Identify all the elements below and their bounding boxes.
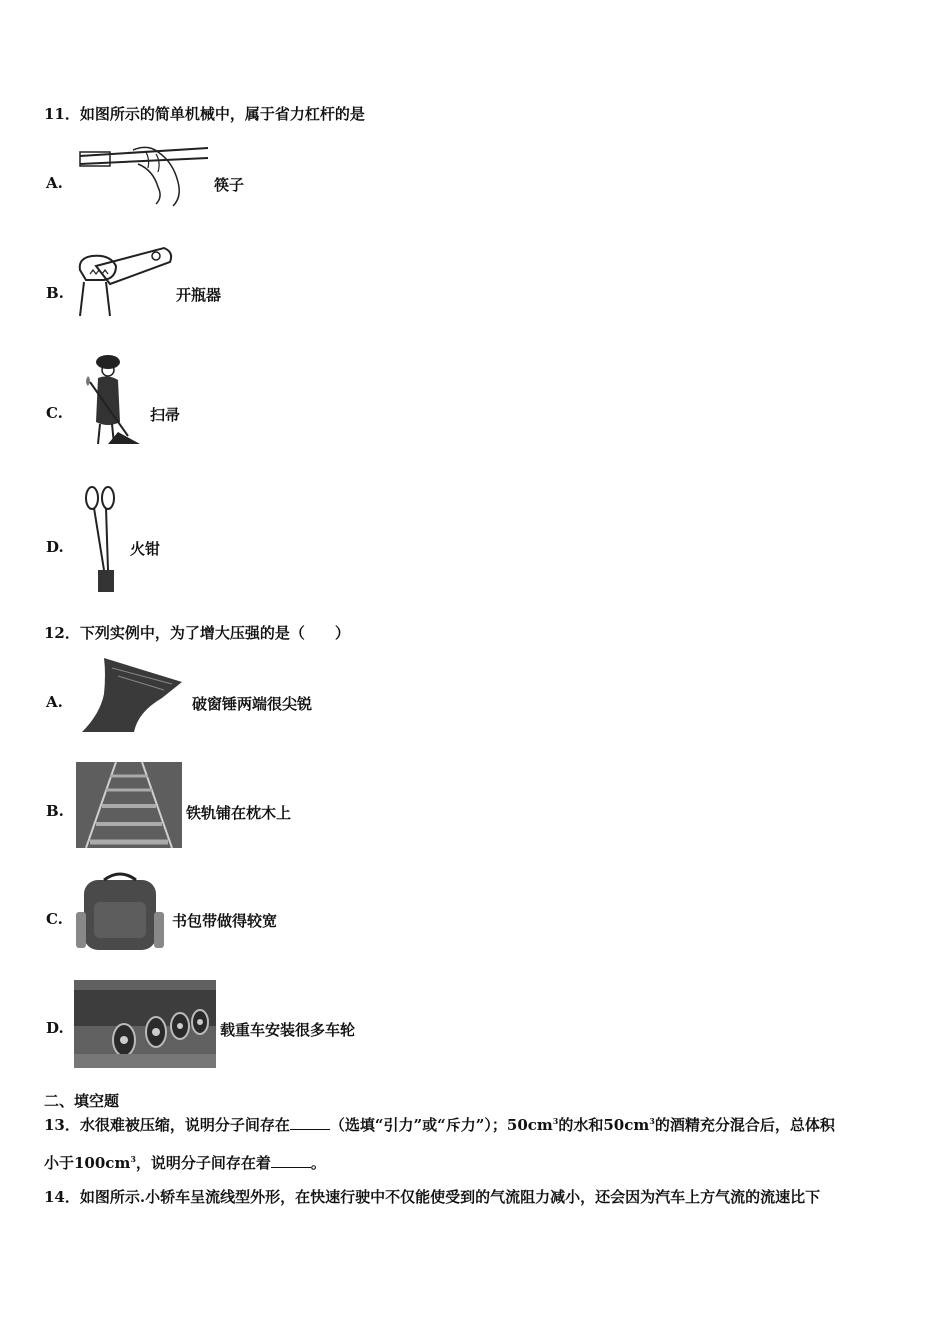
heavy-truck-wheels-image xyxy=(74,980,216,1068)
option-letter: C. xyxy=(46,404,63,422)
q13-text-f: ，说明分子间存在着 xyxy=(135,1154,271,1172)
option-letter: D. xyxy=(46,1019,64,1037)
question-13-line-1 xyxy=(44,1114,835,1135)
option-letter: C. xyxy=(46,910,63,928)
q13-text-d: 的酒精充分混合后，总体积 xyxy=(654,1116,835,1134)
option-text: 火钳 xyxy=(130,540,161,558)
option-letter: A. xyxy=(46,174,63,192)
superscript: 3 xyxy=(552,1116,559,1126)
railway-track-image xyxy=(76,762,182,848)
section-title: 二、填空题 xyxy=(44,1092,120,1110)
window-breaker-hammer-image xyxy=(78,654,184,734)
q13-text-a: 13．水很难被压缩，说明分子间存在 xyxy=(44,1116,290,1134)
fire-tongs-image xyxy=(84,486,126,594)
q13-text-c: 的水和50cm xyxy=(558,1116,650,1134)
option-letter: B. xyxy=(46,284,64,302)
option-letter: B. xyxy=(46,802,64,820)
q13-text-b: （选填“引力”或“斥力”）；50cm xyxy=(329,1116,553,1134)
superscript: 3 xyxy=(130,1154,136,1164)
option-text: 筷子 xyxy=(214,176,245,194)
answer-blank[interactable] xyxy=(271,1155,311,1168)
option-text: 载重车安装很多车轮 xyxy=(220,1021,356,1039)
q13-text-e: 小于100cm xyxy=(44,1154,131,1172)
question-13-line-2 xyxy=(44,1152,326,1173)
question-12-stem: 12．下列实例中，为了增大压强的是（ ） xyxy=(44,624,350,642)
question-11-stem: 11．如图所示的简单机械中，属于省力杠杆的是 xyxy=(44,105,365,123)
bottle-opener-image xyxy=(76,244,174,318)
answer-blank[interactable] xyxy=(290,1117,330,1130)
chopsticks-hand-image xyxy=(78,142,212,208)
option-text: 扫帚 xyxy=(150,406,181,424)
superscript: 3 xyxy=(649,1116,655,1126)
option-text: 铁轨铺在枕木上 xyxy=(186,804,292,822)
option-text: 书包带做得较宽 xyxy=(172,912,278,930)
option-text: 破窗锤两端很尖锐 xyxy=(192,695,313,713)
option-letter: A. xyxy=(46,693,63,711)
backpack-image xyxy=(74,872,166,954)
option-letter: D. xyxy=(46,538,64,556)
q13-text-g: 。 xyxy=(310,1154,326,1172)
option-text: 开瓶器 xyxy=(176,286,222,304)
sweeping-broom-image xyxy=(78,352,144,446)
question-14-line-1: 14．如图所示.小轿车呈流线型外形，在快速行驶中不仅能使受到的气流阻力减小，还会因为汽车上方气流的流速比下 xyxy=(44,1188,821,1206)
